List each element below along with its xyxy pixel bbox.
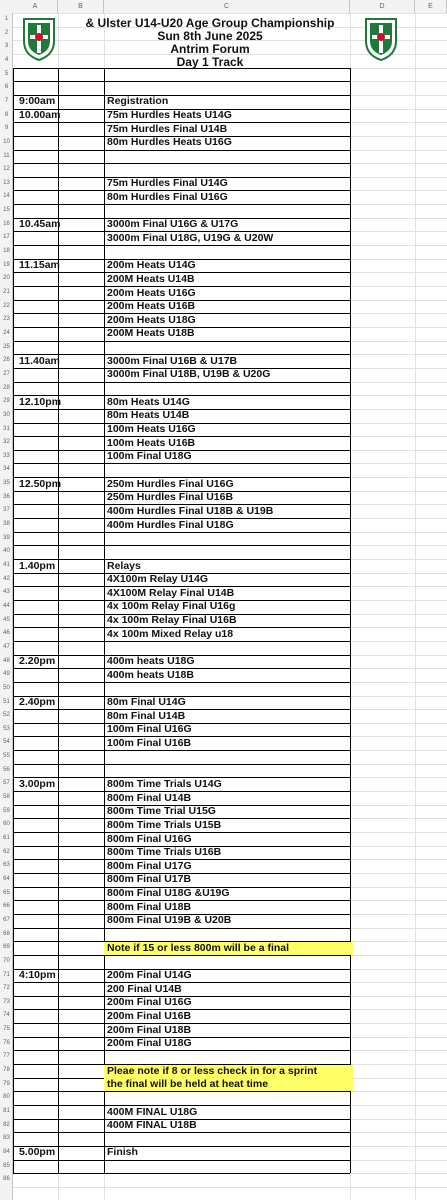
row-number[interactable]: 42 bbox=[3, 575, 10, 582]
time-cell[interactable]: 11.40am bbox=[19, 354, 60, 367]
row-number[interactable]: 83 bbox=[3, 1135, 10, 1142]
cell-border bbox=[13, 150, 350, 151]
row-number[interactable]: 55 bbox=[3, 753, 10, 760]
event-cell[interactable]: 3000m Final U18G, U19G & U20W bbox=[107, 231, 274, 244]
row-number[interactable]: 35 bbox=[3, 480, 10, 487]
row-number[interactable]: 1 bbox=[4, 16, 9, 22]
row-number[interactable]: 39 bbox=[3, 534, 10, 541]
cell-border bbox=[13, 1173, 350, 1174]
cell-border bbox=[13, 204, 350, 205]
note-cell[interactable]: Note if 15 or less 800m will be a final bbox=[104, 942, 353, 955]
event-cell[interactable]: 400m Hurdles Final U18B & U19B bbox=[107, 504, 274, 517]
event-cell[interactable]: 800m Time Trials U14G bbox=[107, 777, 222, 790]
row-header-column bbox=[0, 13, 13, 1200]
row-number[interactable]: 73 bbox=[3, 998, 10, 1005]
row-number[interactable]: 56 bbox=[3, 766, 10, 773]
row-number[interactable]: 80 bbox=[3, 1094, 10, 1101]
row-number[interactable]: 37 bbox=[3, 507, 10, 514]
gridline bbox=[415, 13, 416, 1200]
column-header-b[interactable]: B bbox=[58, 0, 104, 13]
row-number[interactable]: 71 bbox=[3, 971, 10, 978]
event-cell[interactable]: 100m Heats U16G bbox=[107, 423, 196, 435]
event-cell[interactable]: 4x 100m Mixed Relay u18 bbox=[107, 627, 234, 640]
event-cell[interactable]: 800m Time Trials U15B bbox=[107, 818, 222, 831]
event-cell[interactable]: 4X100m Relay U14G bbox=[107, 573, 208, 586]
cell-border bbox=[13, 764, 350, 765]
row-number[interactable]: 36 bbox=[3, 493, 10, 500]
row-number[interactable]: 82 bbox=[3, 1121, 10, 1128]
event-cell[interactable]: 400m Hurdles Final U18G bbox=[107, 518, 234, 531]
row-number[interactable]: 63 bbox=[3, 862, 10, 869]
cell-border bbox=[13, 1050, 350, 1051]
row-number[interactable]: 16 bbox=[3, 220, 10, 227]
event-cell[interactable]: 400M FINAL U18G bbox=[107, 1105, 198, 1118]
cell-border bbox=[13, 1146, 350, 1147]
event-cell[interactable]: 200m Final U18G bbox=[107, 1037, 192, 1050]
event-cell[interactable]: Registration bbox=[107, 95, 169, 108]
event-cell[interactable]: 400m heats U18G bbox=[107, 655, 195, 668]
row-number[interactable]: 58 bbox=[3, 794, 10, 801]
event-cell[interactable]: 250m Hurdles Final U16B bbox=[107, 491, 234, 504]
row-number[interactable]: 75 bbox=[3, 1026, 10, 1033]
row-number[interactable]: 44 bbox=[3, 602, 10, 609]
cell-border bbox=[13, 559, 350, 560]
event-cell[interactable]: 200M Heats U14B bbox=[107, 272, 195, 285]
row-number[interactable]: 49 bbox=[3, 671, 10, 678]
row-number[interactable]: 4 bbox=[4, 56, 9, 63]
event-cell[interactable]: 100m Heats U16B bbox=[107, 436, 196, 449]
event-cell[interactable]: 4x 100m Relay Final U16B bbox=[107, 614, 237, 627]
column-header-a[interactable]: A bbox=[13, 0, 58, 13]
row-number[interactable]: 8 bbox=[4, 111, 9, 118]
cell-border bbox=[13, 81, 350, 82]
event-cell[interactable]: 200 Final U14B bbox=[107, 982, 182, 995]
row-number[interactable]: 41 bbox=[3, 562, 10, 568]
event-cell[interactable]: 800m Final U17G bbox=[107, 859, 192, 872]
time-cell[interactable]: 5.00pm bbox=[19, 1146, 56, 1159]
event-cell[interactable]: 4x 100m Relay Final U16g bbox=[107, 600, 236, 613]
day-label: Day 1 Track bbox=[176, 55, 244, 69]
championship-title: & Ulster U14-U20 Age Group Championship bbox=[85, 16, 335, 30]
row-number[interactable]: 84 bbox=[3, 1148, 10, 1155]
row-number[interactable]: 62 bbox=[3, 848, 10, 855]
time-cell[interactable]: 1.40pm bbox=[19, 559, 56, 572]
time-cell[interactable]: 4:10pm bbox=[19, 969, 56, 981]
note-cell[interactable]: the final will be held at heat time bbox=[104, 1078, 353, 1091]
row-number[interactable]: 45 bbox=[3, 616, 10, 623]
row-number[interactable]: 18 bbox=[3, 248, 10, 255]
column-header-row bbox=[0, 0, 447, 14]
cell-border bbox=[13, 341, 350, 342]
cell-border bbox=[13, 163, 350, 164]
event-cell[interactable]: 75m Hurdles Final U14G bbox=[107, 177, 228, 190]
row-number[interactable]: 28 bbox=[3, 384, 10, 391]
row-number[interactable]: 9 bbox=[4, 125, 9, 132]
row-number[interactable]: 21 bbox=[3, 289, 10, 295]
event-cell[interactable]: 800m Time Trial U15G bbox=[107, 805, 216, 818]
time-cell[interactable]: 10.45am bbox=[19, 218, 61, 231]
row-number[interactable]: 34 bbox=[3, 466, 10, 473]
row-number[interactable]: 68 bbox=[3, 930, 10, 937]
time-cell[interactable]: 2.20pm bbox=[19, 655, 56, 668]
cell-border bbox=[13, 750, 350, 751]
cell-border bbox=[13, 463, 350, 464]
row-number[interactable]: 31 bbox=[3, 425, 10, 432]
row-number[interactable]: 79 bbox=[3, 1080, 10, 1087]
row-number[interactable]: 57 bbox=[3, 780, 10, 787]
row-number[interactable]: 78 bbox=[3, 1067, 10, 1074]
row-number[interactable]: 11 bbox=[3, 152, 10, 159]
row-number[interactable]: 2 bbox=[4, 29, 9, 36]
row-number[interactable]: 69 bbox=[3, 944, 10, 951]
row-number[interactable]: 19 bbox=[3, 261, 10, 268]
event-cell[interactable]: 200m Heats U16B bbox=[107, 300, 196, 313]
event-cell[interactable]: 200m Final U16B bbox=[107, 1009, 192, 1022]
event-cell[interactable]: 200m Final U14G bbox=[107, 969, 192, 981]
row-number[interactable]: 77 bbox=[3, 1053, 10, 1060]
cell-border bbox=[13, 955, 350, 956]
event-cell[interactable]: 250m Hurdles Final U16G bbox=[107, 477, 234, 490]
cell-border bbox=[13, 68, 14, 1174]
cell-border bbox=[58, 68, 59, 1174]
cell-border bbox=[13, 1132, 350, 1133]
column-header-e[interactable]: E bbox=[415, 0, 447, 13]
column-header-d[interactable]: D bbox=[350, 0, 415, 13]
event-cell[interactable]: 200m Heats U18G bbox=[107, 313, 196, 326]
row-number[interactable]: 64 bbox=[3, 875, 10, 882]
row-number[interactable]: 20 bbox=[3, 275, 10, 282]
row-number[interactable]: 27 bbox=[3, 370, 10, 377]
event-cell[interactable]: 800m Time Trials U16B bbox=[107, 846, 222, 859]
cell-border bbox=[350, 68, 351, 1174]
time-cell[interactable]: 2.40pm bbox=[19, 696, 56, 708]
event-cell[interactable]: 200m Final U18B bbox=[107, 1023, 192, 1036]
row-number[interactable]: 61 bbox=[3, 835, 10, 841]
row-number[interactable]: 26 bbox=[3, 357, 10, 364]
event-cell[interactable]: 100m Final U16B bbox=[107, 736, 192, 749]
row-number[interactable]: 13 bbox=[3, 179, 10, 186]
time-cell[interactable]: 12.50pm bbox=[19, 477, 62, 490]
cell-border bbox=[13, 545, 350, 546]
event-cell[interactable]: 400M FINAL U18B bbox=[107, 1119, 197, 1132]
event-cell[interactable]: Finish bbox=[107, 1146, 138, 1159]
event-cell[interactable]: 200M Heats U18B bbox=[107, 327, 195, 340]
row-number[interactable]: 33 bbox=[3, 452, 10, 459]
cell-border bbox=[13, 682, 350, 683]
row-number[interactable]: 6 bbox=[4, 84, 9, 91]
row-number[interactable]: 66 bbox=[3, 903, 10, 910]
event-cell[interactable]: 3000m Final U16B & U17B bbox=[107, 354, 238, 367]
row-number[interactable]: 3 bbox=[4, 43, 9, 50]
event-cell[interactable]: 80m Final U14G bbox=[107, 696, 186, 708]
cell-border bbox=[13, 245, 350, 246]
row-number[interactable]: 22 bbox=[3, 302, 10, 309]
row-number[interactable]: 10 bbox=[3, 138, 10, 145]
row-number[interactable]: 7 bbox=[4, 97, 9, 104]
event-cell[interactable]: 3000m Final U18B, U19B & U20G bbox=[107, 368, 271, 381]
event-cell[interactable]: 80m Hurdles Heats U16G bbox=[107, 136, 232, 149]
row-number[interactable]: 50 bbox=[3, 684, 10, 691]
row-number[interactable]: 46 bbox=[3, 630, 10, 637]
row-number[interactable]: 5 bbox=[4, 70, 9, 77]
row-number[interactable]: 40 bbox=[3, 548, 10, 555]
event-date: Sun 8th June 2025 bbox=[157, 29, 263, 43]
cell-border bbox=[13, 928, 350, 929]
row-number[interactable]: 47 bbox=[3, 643, 10, 650]
shield-crest-icon bbox=[364, 17, 398, 61]
row-number[interactable]: 38 bbox=[3, 521, 10, 528]
event-cell[interactable]: 200m Heats U14G bbox=[107, 259, 196, 272]
event-cell[interactable]: 400m heats U18B bbox=[107, 668, 194, 681]
cell-border bbox=[13, 382, 350, 383]
row-number[interactable]: 67 bbox=[3, 916, 10, 923]
time-cell[interactable]: 11.15am bbox=[19, 259, 60, 272]
time-cell[interactable]: 3.00pm bbox=[19, 777, 56, 790]
row-number[interactable]: 43 bbox=[3, 589, 10, 596]
event-cell[interactable]: 100m Final U18G bbox=[107, 450, 192, 463]
row-number[interactable]: 59 bbox=[3, 807, 10, 814]
event-cell[interactable]: 800m Final U18G &U19G bbox=[107, 887, 230, 900]
note-cell[interactable]: Pleae note if 8 or less check in for a sprint bbox=[104, 1065, 353, 1078]
row-number[interactable]: 51 bbox=[3, 698, 10, 705]
row-number[interactable]: 32 bbox=[3, 439, 10, 446]
row-number[interactable]: 15 bbox=[3, 207, 10, 214]
row-number[interactable]: 30 bbox=[3, 411, 10, 418]
event-cell[interactable]: 75m Hurdles Heats U14G bbox=[107, 109, 232, 122]
row-number[interactable]: 29 bbox=[3, 398, 10, 405]
event-cell[interactable]: 100m Final U16G bbox=[107, 723, 192, 736]
row-number[interactable]: 72 bbox=[3, 985, 10, 992]
event-cell[interactable]: 800m Final U16G bbox=[107, 832, 192, 845]
row-number[interactable]: 23 bbox=[3, 316, 10, 323]
shield-crest-icon bbox=[22, 17, 56, 61]
event-cell[interactable]: 3000m Final U16G & U17G bbox=[107, 218, 239, 231]
event-cell[interactable]: 800m Final U17B bbox=[107, 873, 192, 886]
gridline bbox=[13, 13, 447, 14]
row-number[interactable]: 12 bbox=[3, 166, 10, 173]
row-number[interactable]: 17 bbox=[3, 234, 10, 241]
event-cell[interactable]: 80m Heats U14B bbox=[107, 409, 190, 422]
event-cell[interactable]: 800m Final U19B & U20B bbox=[107, 914, 232, 927]
row-number[interactable]: 48 bbox=[3, 657, 10, 664]
time-cell[interactable]: 9:00am bbox=[19, 95, 56, 108]
row-number[interactable]: 65 bbox=[3, 889, 10, 896]
time-cell[interactable]: 10.00am bbox=[19, 109, 61, 122]
cell-border bbox=[13, 1091, 350, 1092]
event-cell[interactable]: 4X100M Relay Final U14B bbox=[107, 586, 235, 599]
row-number[interactable]: 14 bbox=[3, 193, 10, 200]
time-cell[interactable]: 12.10pm bbox=[19, 395, 62, 408]
event-cell[interactable]: 200m Final U16G bbox=[107, 996, 192, 1009]
row-number[interactable]: 85 bbox=[3, 1162, 10, 1169]
row-number[interactable]: 53 bbox=[3, 725, 10, 732]
row-number[interactable]: 60 bbox=[3, 821, 10, 828]
row-number[interactable]: 25 bbox=[3, 343, 10, 350]
row-number[interactable]: 70 bbox=[3, 957, 10, 964]
event-cell[interactable]: Relays bbox=[107, 559, 141, 572]
row-number[interactable]: 24 bbox=[3, 329, 10, 336]
cell-border bbox=[13, 1160, 350, 1161]
event-cell[interactable]: 80m Final U14B bbox=[107, 709, 186, 722]
event-cell[interactable]: 800m Final U14B bbox=[107, 791, 192, 804]
row-number[interactable]: 86 bbox=[3, 1176, 10, 1183]
event-cell[interactable]: 800m Final U18B bbox=[107, 900, 192, 913]
event-cell[interactable]: 80m Heats U14G bbox=[107, 395, 190, 408]
cell-border bbox=[13, 641, 350, 642]
row-number[interactable]: 81 bbox=[3, 1108, 10, 1114]
event-cell[interactable]: 80m Hurdles Final U16G bbox=[107, 190, 228, 203]
cell-border bbox=[13, 95, 350, 96]
row-number[interactable]: 52 bbox=[3, 712, 10, 719]
cell-border bbox=[13, 532, 350, 533]
venue: Antrim Forum bbox=[170, 42, 250, 56]
row-number[interactable]: 54 bbox=[3, 739, 10, 746]
cell-border bbox=[104, 68, 105, 1174]
row-number[interactable]: 76 bbox=[3, 1039, 10, 1046]
gridline bbox=[13, 1187, 447, 1188]
event-cell[interactable]: 200m Heats U16G bbox=[107, 286, 196, 299]
event-cell[interactable]: 75m Hurdles Final U14B bbox=[107, 122, 228, 135]
row-number[interactable]: 74 bbox=[3, 1012, 10, 1019]
column-header-c[interactable]: C bbox=[104, 0, 350, 13]
